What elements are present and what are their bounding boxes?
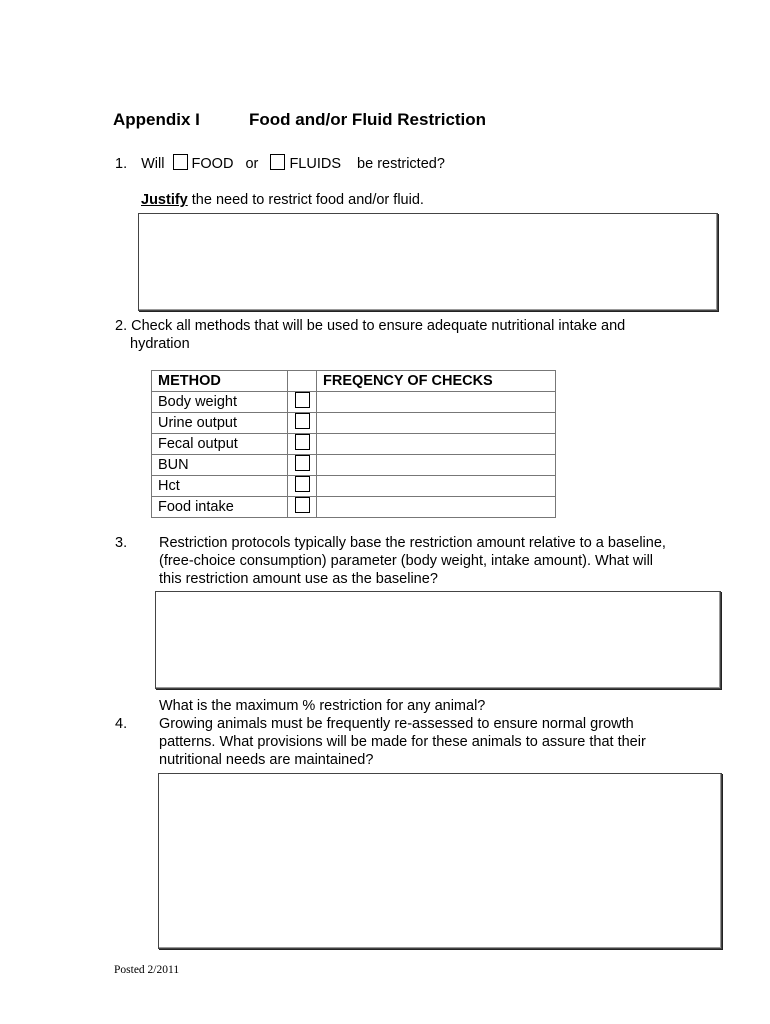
table-row [152,392,556,413]
table-row [152,455,556,476]
hct-checkbox[interactable] [295,476,310,492]
frequency-field[interactable] [317,413,556,434]
posted-date: Posted 2/2011 [114,964,180,976]
fluids-label: FLUIDS [289,156,342,172]
frequency-field[interactable] [317,392,556,413]
frequency-field[interactable] [317,434,556,455]
justify-prompt [141,191,424,209]
food-intake-checkbox[interactable] [295,497,310,513]
justify-text: the need to restrict food and/or fluid. [187,192,424,208]
fecal-output-checkbox[interactable] [295,434,310,450]
frequency-field[interactable] [317,497,556,518]
q3-line-1: Restriction protocols typically base the restriction amount relative to a baseline, [159,535,666,551]
method-name: Urine output [152,413,288,434]
q1-will: Will [141,156,165,172]
methods-table [151,370,556,518]
frequency-field[interactable] [317,455,556,476]
max-restriction-question: What is the maximum % restriction for any animal? [159,698,486,714]
q2-line-1: 2. Check all methods that will be used to ensure adequate nutritional intake and [115,318,626,334]
food-label: FOOD [191,156,234,172]
urine-output-checkbox[interactable] [295,413,310,429]
appendix-label: Appendix I [113,110,200,129]
page-title: Food and/or Fluid Restriction [249,110,487,129]
frequency-field[interactable] [317,476,556,497]
table-row [152,476,556,497]
table-row [152,413,556,434]
baseline-textbox[interactable] [155,591,721,689]
table-header-row [152,371,556,392]
check-column-header [288,371,317,392]
bun-checkbox[interactable] [295,455,310,471]
q2-line-2: hydration [130,336,190,352]
frequency-column-header: FREQENCY OF CHECKS [317,371,556,392]
method-name: Body weight [152,392,288,413]
or-label: or [245,156,259,172]
justify-textbox[interactable] [138,213,718,311]
provisions-textbox[interactable] [158,773,722,949]
body-weight-checkbox[interactable] [295,392,310,408]
question-1 [115,154,445,173]
table-row [152,497,556,518]
food-checkbox[interactable] [173,154,188,170]
method-name: BUN [152,455,288,476]
q3-line-2: (free-choice consumption) parameter (body weight, intake amount). What will [159,553,654,569]
q4-line-1: Growing animals must be frequently re-assessed to ensure normal growth [159,716,634,732]
q1-number: 1. [115,156,128,172]
q3-number: 3. [115,535,128,551]
method-name: Food intake [152,497,288,518]
method-column-header: METHOD [152,371,288,392]
justify-word: Justify [141,192,188,208]
q4-line-2: patterns. What provisions will be made for these animals to assure that their [159,734,646,750]
restricted-label: be restricted? [357,156,445,172]
q4-line-3: nutritional needs are maintained? [159,752,374,768]
fluids-checkbox[interactable] [270,154,285,170]
q3-line-3: this restriction amount use as the baseline? [159,571,438,587]
method-name: Fecal output [152,434,288,455]
q4-number: 4. [115,716,128,732]
table-row [152,434,556,455]
method-name: Hct [152,476,288,497]
